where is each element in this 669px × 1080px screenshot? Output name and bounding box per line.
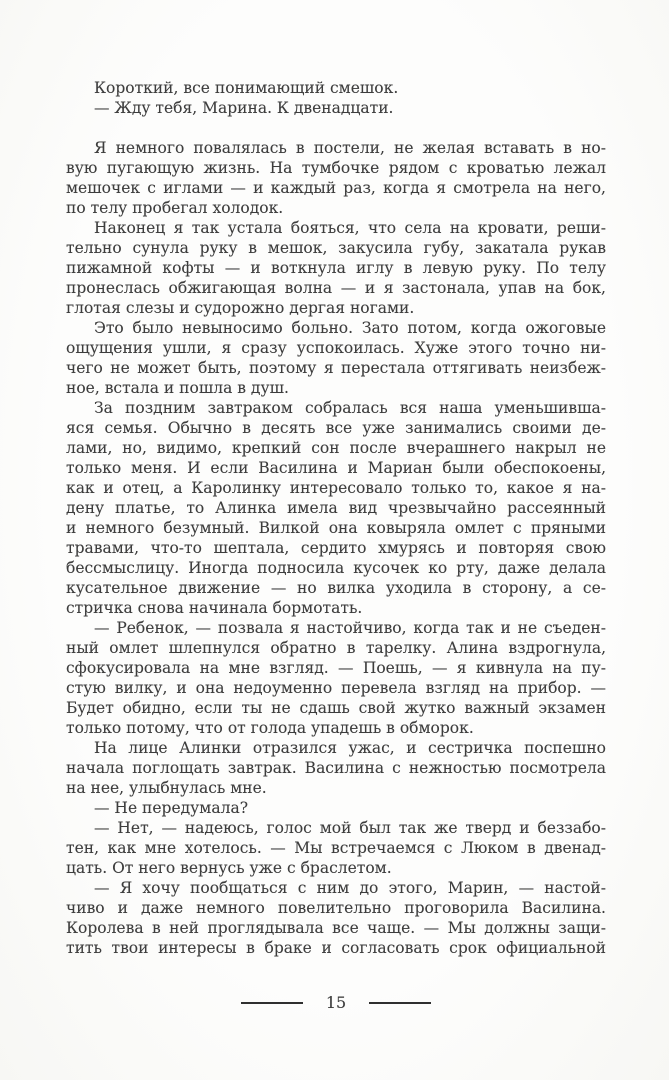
text-line: стую вилку, и она недоуменно перевела взгляд на прибор. — [66, 679, 606, 697]
footer-rule-right [369, 1002, 431, 1005]
text-line: цать. От него вернусь уже с браслетом. [66, 859, 392, 877]
text-line: начала поглощать завтрак. Василина с нежностью посмотрела [66, 759, 606, 777]
text-line: на нее, улыбнулась мне. [66, 779, 267, 797]
paragraph [66, 618, 606, 738]
paragraph [66, 318, 606, 398]
text-line: мешочек с иглами — и каждый раз, когда я смотрела на него, [66, 179, 606, 197]
page-text [66, 78, 606, 958]
text-line: ный омлет шлепнулся обратно в тарелку. Алина вздрогнула, [66, 639, 606, 657]
text-line: — Я хочу пообщаться с ним до этого, Марин, — настой- [94, 879, 606, 897]
text-line: — Жду тебя, Марина. К двенадцати. [94, 99, 394, 117]
paragraph [66, 218, 606, 318]
text-line: Короткий, все понимающий смешок. [94, 79, 399, 97]
text-line: стричка снова начинала бормотать. [66, 599, 363, 617]
text-line: ощущения ушли, я сразу успокоилась. Хуже этого точно ни- [66, 339, 606, 357]
text-line: На лице Алинки отразился ужас, и сестричка поспешно [94, 739, 606, 757]
paragraph [66, 798, 606, 818]
text-line: тить твои интересы в браке и согласовать срок официальной [66, 939, 606, 957]
text-line: чиво и даже немного повелительно проговорила Василина. [66, 899, 606, 917]
text-line: сфокусировала на мне взгляд. — Поешь, — я кивнула на пу- [66, 659, 606, 677]
text-line: Это было невыносимо больно. Зато потом, когда ожоговые [94, 319, 606, 337]
text-line: как и отец, а Каролинку интересовало только то, какое я на- [66, 479, 606, 497]
text-line: по телу пробегал холодок. [66, 199, 284, 217]
text-line: — Ребенок, — позвала я настойчиво, когда так и не съеден- [94, 619, 606, 637]
text-line: тельно сунула руку в мешок, закусила губу, закатала рукав [66, 239, 606, 257]
text-line: травами, что-то шептала, сердито хмурясь и повторяя свою [66, 539, 606, 557]
text-line: тен, как мне хотелось. — Мы встречаемся с Люком в двенад- [66, 839, 606, 857]
paragraph [66, 98, 606, 118]
text-line: ное, встала и пошла в душ. [66, 379, 289, 397]
paragraph [66, 818, 606, 878]
text-line: дену платье, то Алинка имела вид чрезвычайно рассеянный [66, 499, 606, 517]
text-line: глотая слезы и судорожно дергая ногами. [66, 299, 415, 317]
text-line: только меня. И если Василина и Мариан были обеспокоены, [66, 459, 606, 477]
footer-rule-left [241, 1002, 303, 1005]
text-line: — Нет, — надеюсь, голос мой был так же тверд и беззабо- [94, 819, 606, 837]
text-line: пронеслась обжигающая волна — и я застонала, упав на бок, [66, 279, 606, 297]
text-line: и немного безумный. Вилкой она ковыряла омлет с пряными [66, 519, 606, 537]
paragraph [66, 738, 606, 798]
text-line: Я немного повалялась в постели, не желая вставать в но- [94, 139, 606, 157]
paragraph [66, 138, 606, 218]
text-line: лами, но, видимо, крепкий сон после вчерашнего накрыл не [66, 439, 606, 457]
text-line: чего не может быть, поэтому я перестала оттягивать неизбеж- [66, 359, 606, 377]
text-line: пижамной кофты — и воткнула иглу в левую руку. По телу [66, 259, 606, 277]
text-line: — Не передумала? [94, 799, 249, 817]
text-line: вую пугающую жизнь. На тумбочке рядом с кроватью лежал [66, 159, 606, 177]
page-footer [66, 991, 606, 1015]
text-line: Королева в ней проглядывала все чаще. — Мы должны защи- [66, 919, 606, 937]
page-number: 15 [325, 993, 347, 1012]
paragraph [66, 78, 606, 98]
text-line: За поздним завтраком собралась вся наша уменьшивша- [94, 399, 606, 417]
text-line: Будет обидно, если ты не сдашь свой жутко важный экзамен [66, 699, 606, 717]
text-line: только потому, что от голода упадешь в обморок. [66, 719, 474, 737]
text-line: бессмыслицу. Иногда подносила кусочек ко рту, даже делала [66, 559, 606, 577]
text-line: кусательное движение — но вилка уходила в сторону, а се- [66, 579, 606, 597]
text-line: Наконец я так устала бояться, что села на кровати, реши- [94, 219, 606, 237]
text-line: яся семья. Обычно в десять все уже занимались своими де- [66, 419, 606, 437]
paragraph [66, 398, 606, 618]
scene-break-gap [66, 118, 606, 138]
paragraph [66, 878, 606, 958]
